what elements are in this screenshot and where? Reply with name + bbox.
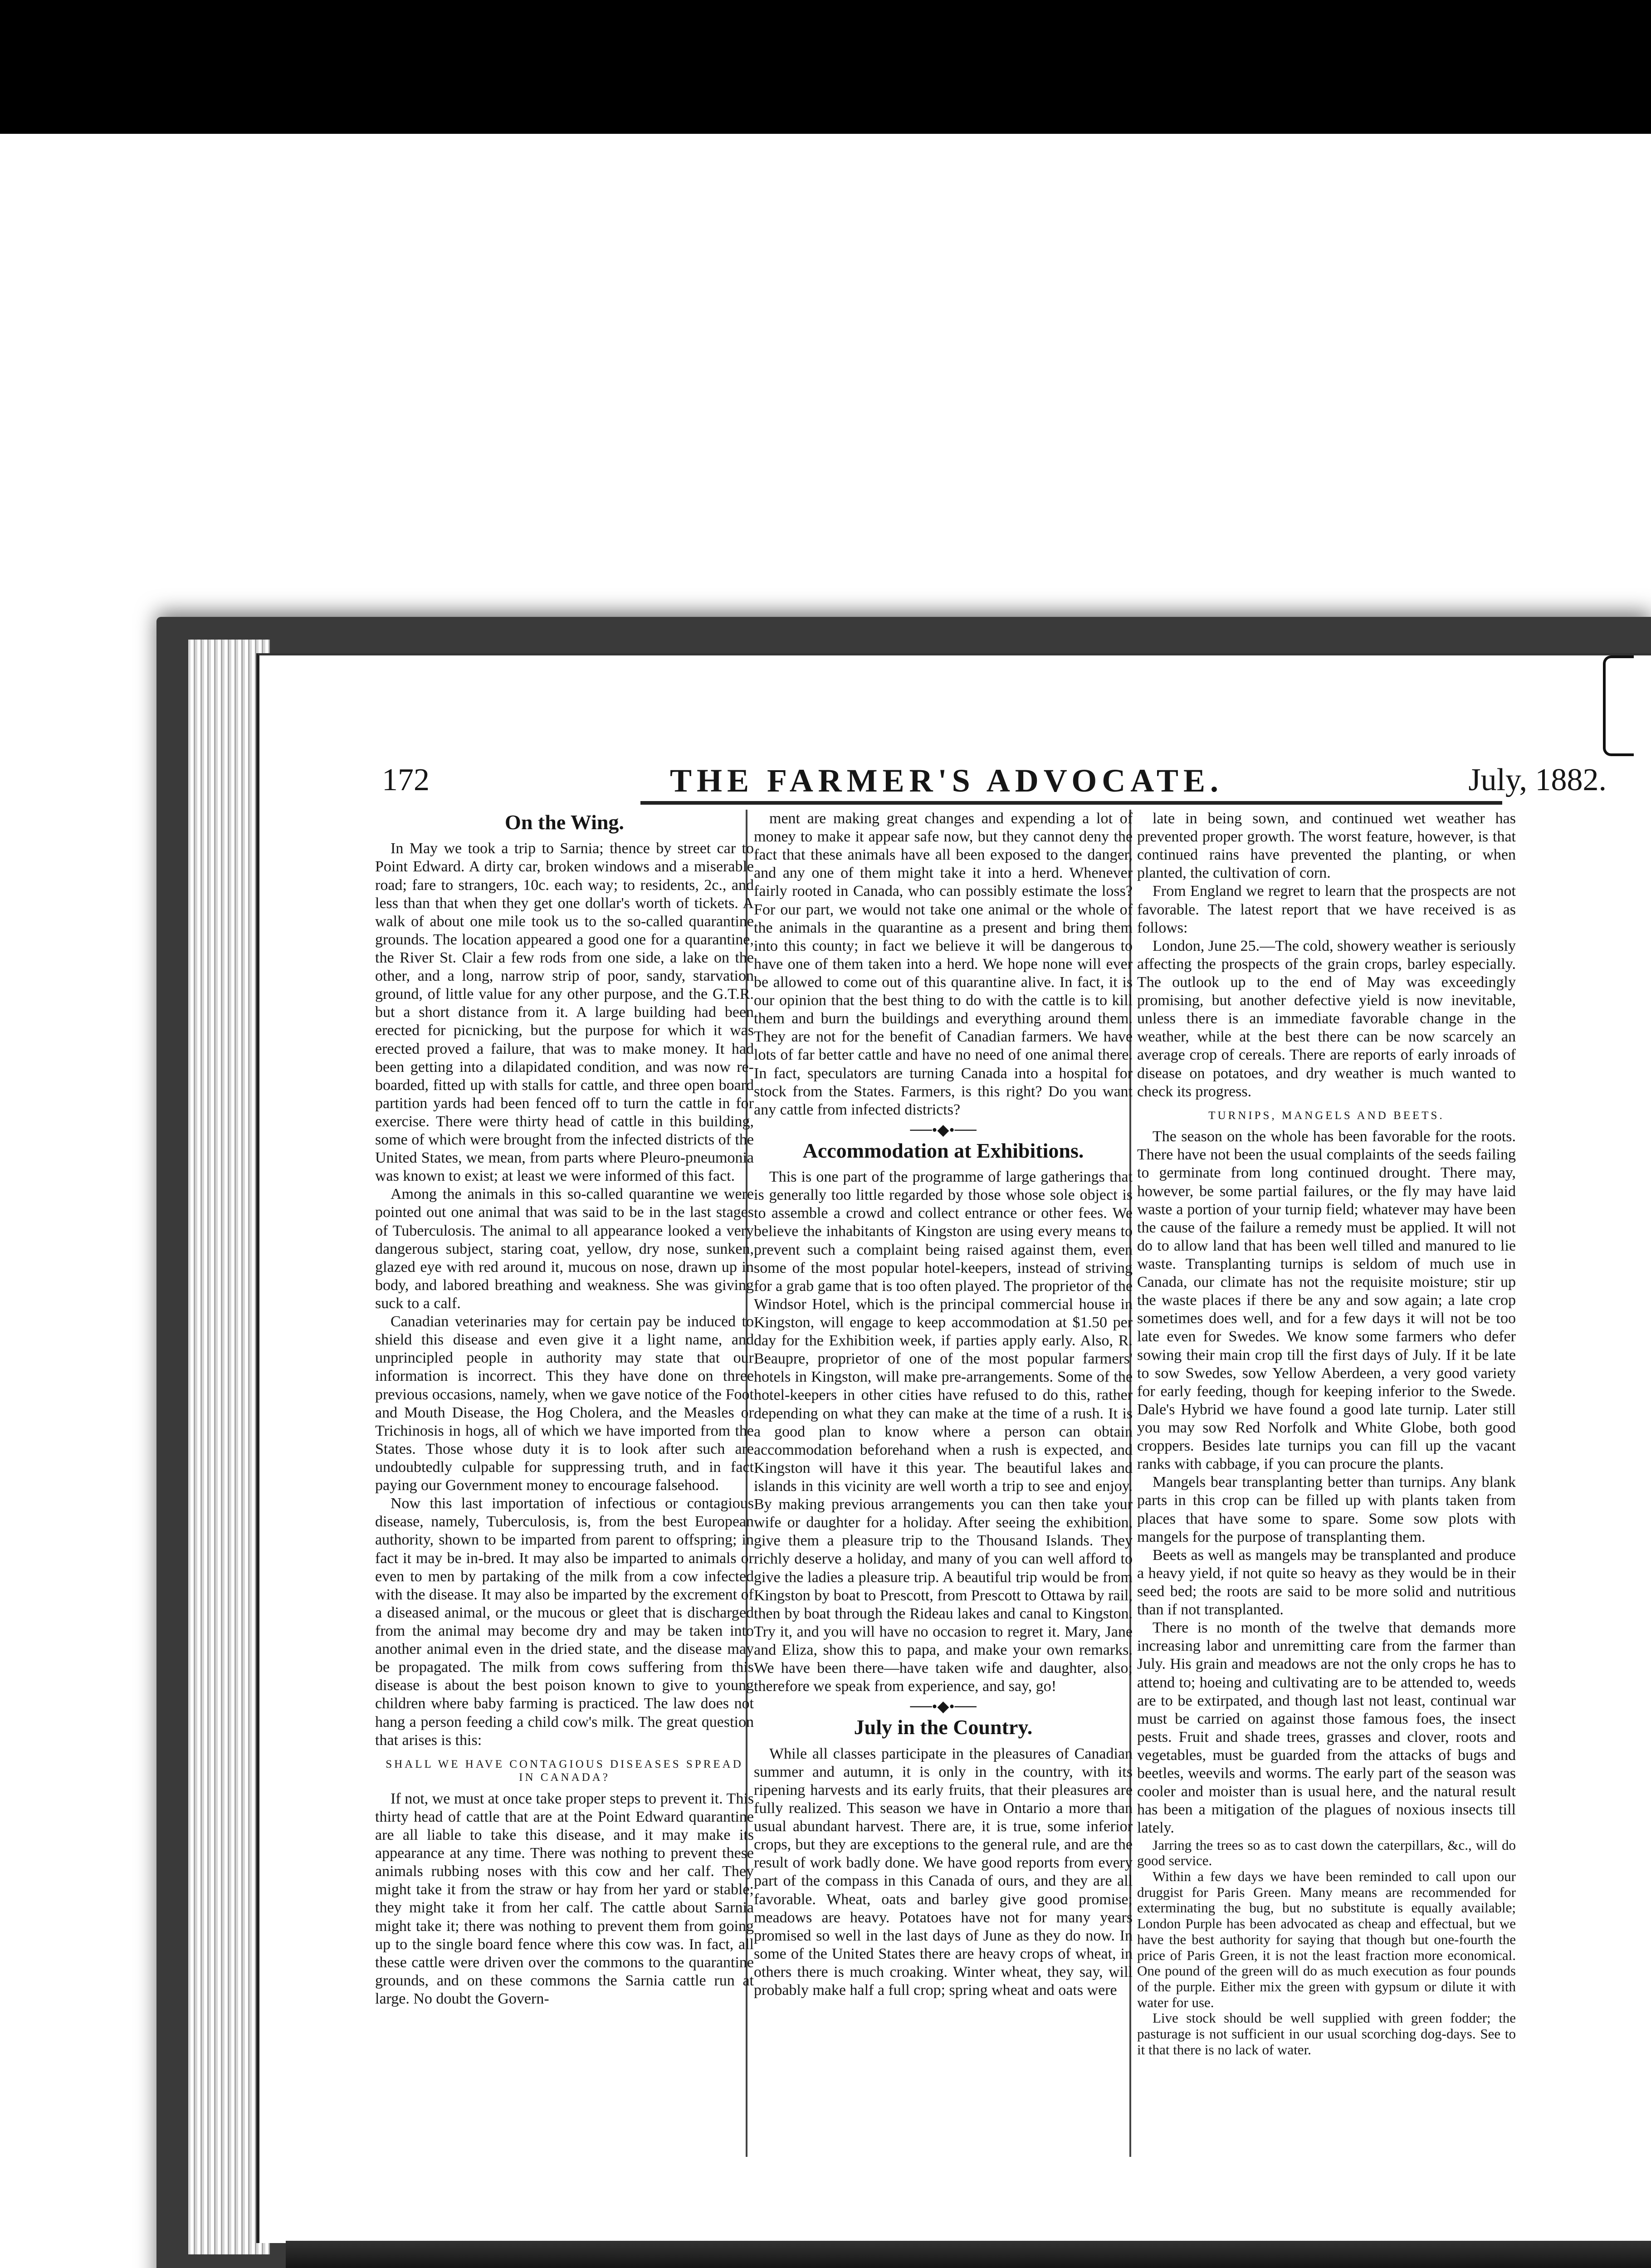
section-ornament-icon: ──•◆•── — [910, 1121, 977, 1139]
article-paragraph: Live stock should be well supplied with green fodder; the pasturage is not sufficient in our usual scorching dog-days. See to it that there is no lack of water. — [1137, 2010, 1516, 2058]
journal-title: THE FARMER'S ADVOCATE. — [670, 763, 1223, 799]
article-paragraph: If not, we must at once take proper steps to prevent it. This thirty head of cattle that are at the Point Edward quarantine are all liable to take this disease, and it may make its appearance at any time. There was nothing to prevent these animals rubbing noses with this cow and her calf. They might take it from the straw or hay from her yard or stable; they might take it from her calf. The cattle about Sarnia might take it; there was nothing to prevent them from going up to the single board fence where this cow was. In fact, all these cattle were driven over the commons to the quarantine grounds, and on these commons the Sarnia cattle run at large. No doubt the Govern- — [375, 1790, 754, 2007]
middle-column — [754, 810, 1133, 1999]
page-header — [382, 762, 1607, 803]
binder-clip-icon — [1603, 655, 1634, 756]
left-column — [375, 810, 754, 2008]
article-paragraph: There is no month of the twelve that demands more increasing labor and unremitting care from the farmer than July. His grain and meadows are not the only crops he has to attend to; hoeing and cultivating are to be attended to, weeds are to be extirpated, and though last not least, continual war must be carried on against those famous foes, the insect pests. Fruit and shade trees, grasses and clover, roots and vegetables, must be guarded from the attacks of bugs and beetles, weevils and worms. The early part of the season was cooler and moister than is usual here, and the natural result has been a mitigation of the plagues of noxious insects till lately. — [1137, 1619, 1516, 1837]
article-paragraph: This is one part of the programme of large gatherings that is generally too little regarded by those whose sole object is to assemble a crowd and collect entrance or other fees. We believe the inhabitants of Kingston are using every means to prevent such a complaint being raised against them, even some of the most popular hotel-keepers, instead of striving for a grab game that is too often played. The proprietor of the Windsor Hotel, which is the principal commercial house in Kingston, will engage to keep accommodation at $1.50 per day for the Exhibition week, if parties apply early. Also, R. Beaupre, proprietor of one of the most popular farmers' hotels in Kingston, will make pre-arrangements. Some of the hotel-keepers in other cities have refused to do this, rather depending on what they can make at the time of a rush. It is a good plan to know where a person can obtain accommodation beforehand when a rush is expected, and Kingston will have it this year. The beautiful lakes and islands in this vicinity are well worth a trip to see and enjoy. By making previous arrangements you can then take your wife or daughter for a holiday. After seeing the exhibition, give them a pleasure trip to the Thousand Islands. They richly deserve a holiday, and many of you can well afford to give the ladies a pleasure trip. A beautiful trip would be from Kingston by boat to Prescott, from Prescott to Ottawa by rail, then by boat through the Rideau lakes and canal to Kingston. Try it, and you will have no occasion to regret it. Mary, Jane and Eliza, show this to papa, and make your own remarks. We have been there—have taken wife and daughter, also; therefore we speak from experience, and say, go! — [754, 1168, 1133, 1695]
issue-date: July, 1882. — [1468, 763, 1607, 797]
page-number: 172 — [382, 763, 430, 797]
article-paragraph: In May we took a trip to Sarnia; thence by street car to Point Edward. A dirty car, broken windows and a miserable road; fare to strangers, 10c. each way; to residents, 2c., and less than that when they get one dollar's worth of tickets. A walk of about one mile took us to the so-called quarantine grounds. The location appeared a good one for a quarantine, the River St. Clair a few rods from one side, a lake on the other, and a long, narrow strip of poor, sandy, starvation ground, of little value for any other purpose, and the G.T.R. but a short distance from it. A large building had been erected for picnicking, but the purpose for which it was erected proved a failure, that was to make money. It had been getting into a dilapidated condition, and was now re-boarded, fitted up with stalls for cattle, and three open board partition yards had been fenced off to turn the cattle in for exercise. There were thirty head of cattle in this building, some of which were brought from the infected districts of the United States, we mean, from parts where Pleuro-pneumonia was known to exist; at least we were informed of this fact. — [375, 840, 754, 1185]
newspaper-page — [256, 653, 1651, 2243]
article-paragraph: Jarring the trees so as to cast down the caterpillars, &c., will do good service. — [1137, 1837, 1516, 1869]
article-paragraph: Within a few days we have been reminded to call upon our druggist for Paris Green. Many means are recommended for exterminating the bug, but no substitute is equally available; London Purple has been advocated as cheap and effectual, but we have the best authority for saying that though but one-fourth the price of Paris Green, it is not the least fraction more economical. One pound of the green will do as much execution as four pounds of the purple. Either mix the green with gypsum or dilute it with water for use. — [1137, 1868, 1516, 2010]
header-rule — [640, 801, 1502, 805]
article-paragraph: ment are making great changes and expending a lot of money to make it appear safe now, but they cannot deny the fact that these animals have all been exposed to the danger, and any one of them might take it into a herd. Whenever fairly rooted in Canada, who can possibly estimate the loss? For our part, we would not take one animal or the whole of the animals in the quarantine as a present and bring them into this county; in fact we believe it will be dangerous to have one of them taken into a herd. We hope none will ever be allowed to come out of this quarantine alive. In fact, it is our opinion that the best thing to do with the cattle is to kill them and burn the buildings and everything around them. They are not for the benefit of Canadian farmers. We have lots of far better cattle and have no need of one animal there. In fact, speculators are turning Canada into a hospital for stock from the States. Farmers, is this right? Do you want any cattle from infected districts? — [754, 810, 1133, 1118]
article-paragraph: late in being sown, and continued wet weather has prevented proper growth. The worst feature, however, is that continued rains have prevented the planting, or when planted, the cultivation of corn. — [1137, 810, 1516, 882]
article-paragraph: From England we regret to learn that the prospects are not favorable. The latest report that we have received is as follows: — [1137, 883, 1516, 936]
article-heading-july-country: July in the Country. — [854, 1716, 1033, 1739]
article-paragraph: Mangels bear transplanting better than turnips. Any blank parts in this crop can be filled up with plants taken from places that have some to spare. Some sow plots with mangels for the purpose of transplanting them. — [1137, 1474, 1516, 1545]
subheading-contagious-diseases: SHALL WE HAVE CONTAGIOUS DISEASES SPREAD IN CANADA? — [386, 1758, 743, 1784]
article-paragraph: While all classes participate in the pleasures of Canadian summer and autumn, it is only in the country, with its ripening harvests and its early fruits, that their pleasures are fully realized. This season we have in Ontario a more than usual abundant harvest. There are, it is true, some inferior crops, but they are exceptions to the general rule, and are the result of work badly done. We have good reports from every part of the compass in this Canada of ours, and they are all favorable. Wheat, oats and barley give good promise; meadows are heavy. Potatoes have not for many years promised so well in the last days of June as they do now. In some of the United States there are heavy crops of wheat, in others there is much croaking. Winter wheat, they say, will probably make half a full crop; spring wheat and oats were — [754, 1745, 1133, 1999]
section-ornament-icon: ──•◆•── — [910, 1698, 977, 1716]
right-column — [1137, 810, 1516, 2058]
article-heading-accommodation: Accommodation at Exhibitions. — [802, 1139, 1084, 1162]
article-paragraph: The season on the whole has been favorable for the roots. There have not been the usual complaints of the seeds failing to germinate from long continued drought. There may, however, be some partial failures, or the fly may have laid waste a portion of your turnip field; whatever may have been the cause of the failure a remedy must be applied. It will not do to allow land that has been well tilled and manured to lie waste. Transplanting turnips is seldom of much use in Canada, our climate has not the requisite moisture; stir up the waste places if there be any and sow again; a late crop sometimes does well, and for a few days it will not be too late even for Swedes. We know some farmers who defer sowing their main crop till the first days of July. If it be late to sow Swedes, sow Yellow Aberdeen, a very good variety for early feeding, though for keeping inferior to the Swede. Dale's Hybrid we have found a good late turnip. Later still you may sow Red Norfolk and White Globe, both good croppers. Besides late turnips you can fill up the vacant ranks with cabbage, if you can procure the plants. — [1137, 1128, 1516, 1473]
article-paragraph: London, June 25.—The cold, showery weather is seriously affecting the prospects of the grain crops, barley especially. The outlook up to the end of May was exceedingly promising, but another defective yield is now inevitable, unless there is an immediate favorable change in the weather, while at the best there can be now scarcely an average crop of cereals. There are reports of early inroads of disease on potatoes, and dry weather is much wanted to check its progress. — [1137, 937, 1516, 1100]
bottom-binding-shadow — [286, 2241, 1651, 2268]
subheading-turnips-mangels-beets: TURNIPS, MANGELS AND BEETS. — [1208, 1109, 1445, 1122]
article-paragraph: Canadian veterinaries may for certain pay be induced to shield this disease and even give it a light name, and unprincipled people in authority may state that our information is incorrect. This they have done on three previous occasions, namely, when we gave notice of the Foot and Mouth Disease, the Hog Cholera, and the Measles or Trichinosis in hogs, all of which we have imported from the States. Those whose duty it is to look after such are undoubtedly culpable for suppressing truth, and in fact paying our Government money to encourage falsehood. — [375, 1313, 754, 1494]
article-heading-on-the-wing: On the Wing. — [505, 811, 624, 834]
article-paragraph: Among the animals in this so-called quarantine we were pointed out one animal that was said to be in the last stages of Tuberculosis. The animal to all appearance looked a very dangerous subject, staring coat, yellow, dry nose, sunken, glazed eye with red around it, mucous on nose, drawn up in body, and labored breathing and weakness. She was giving suck to a calf. — [375, 1186, 754, 1312]
article-paragraph: Beets as well as mangels may be transplanted and produce a heavy yield, if not quite so heavy as they would be in their seed bed; the roots are said to be more solid and nutritious than if not transplanted. — [1137, 1546, 1516, 1618]
article-paragraph: Now this last importation of infectious or contagious disease, namely, Tuberculosis, is, from the best European authority, shown to be imparted from parent to offspring; in fact it may be in-bred. It may also be imparted to animals or even to men by partaking of the milk from a cow infected with the disease. It may also be imparted by the excrement of a diseased animal, or the mucous or gleet that is discharged from the animal may become dry and may be taken into another animal even in the dried state, and the disease may be propagated. The milk from cows suffering from this disease is about the best poison known to give to young children where baby farming is practiced. The law does not hang a person feeding a child cow's milk. The great question that arises is this: — [375, 1495, 754, 1749]
